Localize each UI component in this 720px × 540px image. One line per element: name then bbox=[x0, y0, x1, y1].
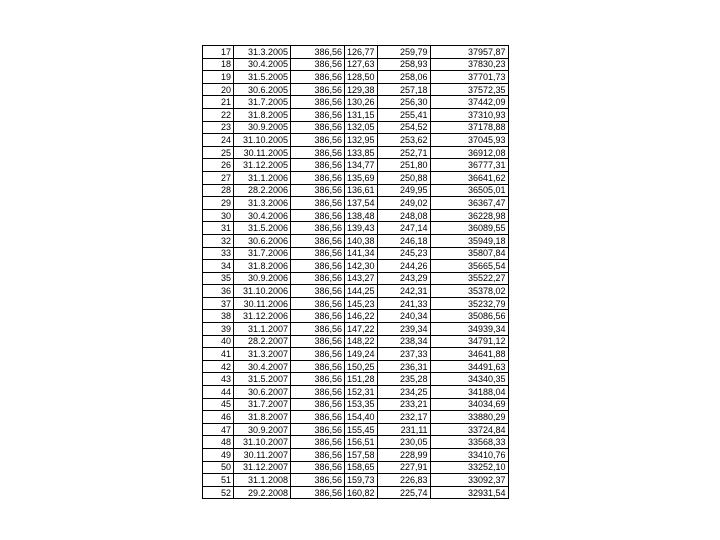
interest-cell: 240,34 bbox=[377, 310, 430, 323]
installment-number-cell: 33 bbox=[203, 247, 234, 260]
payment-amount-cell: 386,56 bbox=[291, 386, 345, 399]
due-date-cell: 31.8.2007 bbox=[234, 411, 291, 424]
principal-cell: 158,65 bbox=[345, 461, 378, 474]
payment-amount-cell: 386,56 bbox=[291, 197, 345, 210]
due-date-cell: 31.5.2007 bbox=[234, 373, 291, 386]
due-date-cell: 30.11.2007 bbox=[234, 449, 291, 462]
principal-cell: 135,69 bbox=[345, 171, 378, 184]
table-row bbox=[203, 197, 509, 210]
due-date-cell: 30.4.2006 bbox=[234, 209, 291, 222]
principal-cell: 149,24 bbox=[345, 348, 378, 361]
payment-amount-cell: 386,56 bbox=[291, 134, 345, 147]
installment-number-cell: 30 bbox=[203, 209, 234, 222]
remaining-balance-cell: 32931,54 bbox=[430, 486, 508, 499]
payment-amount-cell: 386,56 bbox=[291, 297, 345, 310]
table-row bbox=[203, 310, 509, 323]
payment-amount-cell: 386,56 bbox=[291, 348, 345, 361]
interest-cell: 234,25 bbox=[377, 386, 430, 399]
principal-cell: 154,40 bbox=[345, 411, 378, 424]
interest-cell: 236,31 bbox=[377, 360, 430, 373]
table-row bbox=[203, 272, 509, 285]
interest-cell: 252,71 bbox=[377, 146, 430, 159]
principal-cell: 156,51 bbox=[345, 436, 378, 449]
installment-number-cell: 49 bbox=[203, 449, 234, 462]
remaining-balance-cell: 37701,73 bbox=[430, 71, 508, 84]
due-date-cell: 31.5.2006 bbox=[234, 222, 291, 235]
remaining-balance-cell: 34641,88 bbox=[430, 348, 508, 361]
due-date-cell: 31.12.2006 bbox=[234, 310, 291, 323]
due-date-cell: 31.1.2008 bbox=[234, 474, 291, 487]
remaining-balance-cell: 34791,12 bbox=[430, 335, 508, 348]
principal-cell: 133,85 bbox=[345, 146, 378, 159]
installment-number-cell: 35 bbox=[203, 272, 234, 285]
table-row bbox=[203, 386, 509, 399]
interest-cell: 253,62 bbox=[377, 134, 430, 147]
table-row bbox=[203, 373, 509, 386]
remaining-balance-cell: 36228,98 bbox=[430, 209, 508, 222]
remaining-balance-cell: 37830,23 bbox=[430, 58, 508, 71]
table-row bbox=[203, 398, 509, 411]
due-date-cell: 30.9.2007 bbox=[234, 423, 291, 436]
principal-cell: 134,77 bbox=[345, 159, 378, 172]
payment-amount-cell: 386,56 bbox=[291, 272, 345, 285]
payment-amount-cell: 386,56 bbox=[291, 171, 345, 184]
payment-amount-cell: 386,56 bbox=[291, 411, 345, 424]
interest-cell: 241,33 bbox=[377, 297, 430, 310]
installment-number-cell: 28 bbox=[203, 184, 234, 197]
table-row bbox=[203, 474, 509, 487]
payment-amount-cell: 386,56 bbox=[291, 83, 345, 96]
principal-cell: 136,61 bbox=[345, 184, 378, 197]
payment-amount-cell: 386,56 bbox=[291, 373, 345, 386]
remaining-balance-cell: 35232,79 bbox=[430, 297, 508, 310]
due-date-cell: 30.4.2005 bbox=[234, 58, 291, 71]
principal-cell: 153,35 bbox=[345, 398, 378, 411]
due-date-cell: 30.4.2007 bbox=[234, 360, 291, 373]
due-date-cell: 28.2.2007 bbox=[234, 335, 291, 348]
installment-number-cell: 31 bbox=[203, 222, 234, 235]
table-row bbox=[203, 348, 509, 361]
due-date-cell: 31.10.2007 bbox=[234, 436, 291, 449]
installment-number-cell: 36 bbox=[203, 285, 234, 298]
remaining-balance-cell: 34939,34 bbox=[430, 323, 508, 336]
installment-number-cell: 20 bbox=[203, 83, 234, 96]
installment-number-cell: 51 bbox=[203, 474, 234, 487]
installment-number-cell: 50 bbox=[203, 461, 234, 474]
remaining-balance-cell: 35522,27 bbox=[430, 272, 508, 285]
installment-number-cell: 21 bbox=[203, 96, 234, 109]
payment-amount-cell: 386,56 bbox=[291, 108, 345, 121]
remaining-balance-cell: 34034,69 bbox=[430, 398, 508, 411]
principal-cell: 157,58 bbox=[345, 449, 378, 462]
remaining-balance-cell: 33724,84 bbox=[430, 423, 508, 436]
installment-number-cell: 23 bbox=[203, 121, 234, 134]
payment-schedule-table bbox=[202, 45, 509, 499]
remaining-balance-cell: 37572,35 bbox=[430, 83, 508, 96]
table-row bbox=[203, 436, 509, 449]
payment-amount-cell: 386,56 bbox=[291, 58, 345, 71]
payment-amount-cell: 386,56 bbox=[291, 310, 345, 323]
table-row bbox=[203, 96, 509, 109]
principal-cell: 152,31 bbox=[345, 386, 378, 399]
due-date-cell: 31.8.2006 bbox=[234, 260, 291, 273]
installment-number-cell: 37 bbox=[203, 297, 234, 310]
principal-cell: 142,30 bbox=[345, 260, 378, 273]
interest-cell: 228,99 bbox=[377, 449, 430, 462]
table-row bbox=[203, 360, 509, 373]
interest-cell: 249,95 bbox=[377, 184, 430, 197]
due-date-cell: 30.9.2006 bbox=[234, 272, 291, 285]
interest-cell: 233,21 bbox=[377, 398, 430, 411]
installment-number-cell: 27 bbox=[203, 171, 234, 184]
principal-cell: 143,27 bbox=[345, 272, 378, 285]
table-row bbox=[203, 449, 509, 462]
remaining-balance-cell: 33092,37 bbox=[430, 474, 508, 487]
table-row bbox=[203, 209, 509, 222]
payment-amount-cell: 386,56 bbox=[291, 159, 345, 172]
principal-cell: 139,43 bbox=[345, 222, 378, 235]
due-date-cell: 31.3.2006 bbox=[234, 197, 291, 210]
table-row bbox=[203, 486, 509, 499]
interest-cell: 231,11 bbox=[377, 423, 430, 436]
table-row bbox=[203, 184, 509, 197]
interest-cell: 232,17 bbox=[377, 411, 430, 424]
installment-number-cell: 18 bbox=[203, 58, 234, 71]
remaining-balance-cell: 35086,56 bbox=[430, 310, 508, 323]
installment-number-cell: 24 bbox=[203, 134, 234, 147]
payment-amount-cell: 386,56 bbox=[291, 285, 345, 298]
installment-number-cell: 41 bbox=[203, 348, 234, 361]
table-row bbox=[203, 58, 509, 71]
principal-cell: 145,23 bbox=[345, 297, 378, 310]
installment-number-cell: 29 bbox=[203, 197, 234, 210]
interest-cell: 258,93 bbox=[377, 58, 430, 71]
interest-cell: 247,14 bbox=[377, 222, 430, 235]
principal-cell: 129,38 bbox=[345, 83, 378, 96]
installment-number-cell: 39 bbox=[203, 323, 234, 336]
due-date-cell: 31.7.2007 bbox=[234, 398, 291, 411]
payment-amount-cell: 386,56 bbox=[291, 260, 345, 273]
interest-cell: 248,08 bbox=[377, 209, 430, 222]
interest-cell: 242,31 bbox=[377, 285, 430, 298]
remaining-balance-cell: 33252,10 bbox=[430, 461, 508, 474]
interest-cell: 249,02 bbox=[377, 197, 430, 210]
installment-number-cell: 48 bbox=[203, 436, 234, 449]
interest-cell: 257,18 bbox=[377, 83, 430, 96]
installment-number-cell: 46 bbox=[203, 411, 234, 424]
interest-cell: 256,30 bbox=[377, 96, 430, 109]
remaining-balance-cell: 37178,88 bbox=[430, 121, 508, 134]
interest-cell: 254,52 bbox=[377, 121, 430, 134]
principal-cell: 147,22 bbox=[345, 323, 378, 336]
installment-number-cell: 26 bbox=[203, 159, 234, 172]
table-row bbox=[203, 121, 509, 134]
table-body bbox=[203, 46, 509, 499]
payment-amount-cell: 386,56 bbox=[291, 71, 345, 84]
remaining-balance-cell: 37045,93 bbox=[430, 134, 508, 147]
payment-amount-cell: 386,56 bbox=[291, 436, 345, 449]
interest-cell: 238,34 bbox=[377, 335, 430, 348]
principal-cell: 150,25 bbox=[345, 360, 378, 373]
payment-amount-cell: 386,56 bbox=[291, 121, 345, 134]
remaining-balance-cell: 36089,55 bbox=[430, 222, 508, 235]
interest-cell: 258,06 bbox=[377, 71, 430, 84]
remaining-balance-cell: 34340,35 bbox=[430, 373, 508, 386]
interest-cell: 237,33 bbox=[377, 348, 430, 361]
table-row bbox=[203, 423, 509, 436]
due-date-cell: 31.7.2006 bbox=[234, 247, 291, 260]
payment-amount-cell: 386,56 bbox=[291, 398, 345, 411]
payment-amount-cell: 386,56 bbox=[291, 146, 345, 159]
installment-number-cell: 19 bbox=[203, 71, 234, 84]
due-date-cell: 30.6.2007 bbox=[234, 386, 291, 399]
principal-cell: 128,50 bbox=[345, 71, 378, 84]
principal-cell: 132,05 bbox=[345, 121, 378, 134]
remaining-balance-cell: 37957,87 bbox=[430, 46, 508, 59]
remaining-balance-cell: 33410,76 bbox=[430, 449, 508, 462]
installment-number-cell: 47 bbox=[203, 423, 234, 436]
principal-cell: 126,77 bbox=[345, 46, 378, 59]
payment-amount-cell: 386,56 bbox=[291, 486, 345, 499]
installment-number-cell: 34 bbox=[203, 260, 234, 273]
principal-cell: 137,54 bbox=[345, 197, 378, 210]
payment-amount-cell: 386,56 bbox=[291, 360, 345, 373]
principal-cell: 141,34 bbox=[345, 247, 378, 260]
interest-cell: 259,79 bbox=[377, 46, 430, 59]
payment-amount-cell: 386,56 bbox=[291, 461, 345, 474]
table-row bbox=[203, 159, 509, 172]
principal-cell: 155,45 bbox=[345, 423, 378, 436]
installment-number-cell: 42 bbox=[203, 360, 234, 373]
table-row bbox=[203, 247, 509, 260]
installment-number-cell: 45 bbox=[203, 398, 234, 411]
due-date-cell: 30.6.2005 bbox=[234, 83, 291, 96]
due-date-cell: 31.5.2005 bbox=[234, 71, 291, 84]
principal-cell: 159,73 bbox=[345, 474, 378, 487]
due-date-cell: 29.2.2008 bbox=[234, 486, 291, 499]
table-row bbox=[203, 411, 509, 424]
installment-number-cell: 52 bbox=[203, 486, 234, 499]
remaining-balance-cell: 35665,54 bbox=[430, 260, 508, 273]
remaining-balance-cell: 35807,84 bbox=[430, 247, 508, 260]
due-date-cell: 31.3.2005 bbox=[234, 46, 291, 59]
remaining-balance-cell: 36912,08 bbox=[430, 146, 508, 159]
remaining-balance-cell: 33568,33 bbox=[430, 436, 508, 449]
remaining-balance-cell: 37310,93 bbox=[430, 108, 508, 121]
table-row bbox=[203, 71, 509, 84]
installment-number-cell: 40 bbox=[203, 335, 234, 348]
interest-cell: 255,41 bbox=[377, 108, 430, 121]
payment-amount-cell: 386,56 bbox=[291, 222, 345, 235]
interest-cell: 251,80 bbox=[377, 159, 430, 172]
payment-amount-cell: 386,56 bbox=[291, 209, 345, 222]
remaining-balance-cell: 36641,62 bbox=[430, 171, 508, 184]
payment-amount-cell: 386,56 bbox=[291, 323, 345, 336]
principal-cell: 151,28 bbox=[345, 373, 378, 386]
principal-cell: 138,48 bbox=[345, 209, 378, 222]
payment-amount-cell: 386,56 bbox=[291, 247, 345, 260]
interest-cell: 239,34 bbox=[377, 323, 430, 336]
interest-cell: 226,83 bbox=[377, 474, 430, 487]
installment-number-cell: 17 bbox=[203, 46, 234, 59]
interest-cell: 243,29 bbox=[377, 272, 430, 285]
principal-cell: 146,22 bbox=[345, 310, 378, 323]
remaining-balance-cell: 33880,29 bbox=[430, 411, 508, 424]
interest-cell: 250,88 bbox=[377, 171, 430, 184]
remaining-balance-cell: 34491,63 bbox=[430, 360, 508, 373]
due-date-cell: 31.1.2007 bbox=[234, 323, 291, 336]
payment-amount-cell: 386,56 bbox=[291, 449, 345, 462]
installment-number-cell: 22 bbox=[203, 108, 234, 121]
table-row bbox=[203, 134, 509, 147]
table-row bbox=[203, 297, 509, 310]
remaining-balance-cell: 36777,31 bbox=[430, 159, 508, 172]
table-row bbox=[203, 260, 509, 273]
due-date-cell: 30.6.2006 bbox=[234, 234, 291, 247]
table-row bbox=[203, 234, 509, 247]
principal-cell: 140,38 bbox=[345, 234, 378, 247]
table-row bbox=[203, 222, 509, 235]
due-date-cell: 31.8.2005 bbox=[234, 108, 291, 121]
remaining-balance-cell: 35949,18 bbox=[430, 234, 508, 247]
interest-cell: 235,28 bbox=[377, 373, 430, 386]
payment-amount-cell: 386,56 bbox=[291, 234, 345, 247]
remaining-balance-cell: 35378,02 bbox=[430, 285, 508, 298]
interest-cell: 227,91 bbox=[377, 461, 430, 474]
remaining-balance-cell: 36367,47 bbox=[430, 197, 508, 210]
installment-number-cell: 43 bbox=[203, 373, 234, 386]
remaining-balance-cell: 34188,04 bbox=[430, 386, 508, 399]
principal-cell: 160,82 bbox=[345, 486, 378, 499]
principal-cell: 132,95 bbox=[345, 134, 378, 147]
payment-amount-cell: 386,56 bbox=[291, 184, 345, 197]
payment-amount-cell: 386,56 bbox=[291, 335, 345, 348]
table-row bbox=[203, 108, 509, 121]
installment-number-cell: 38 bbox=[203, 310, 234, 323]
interest-cell: 225,74 bbox=[377, 486, 430, 499]
interest-cell: 246,18 bbox=[377, 234, 430, 247]
due-date-cell: 31.7.2005 bbox=[234, 96, 291, 109]
installment-number-cell: 32 bbox=[203, 234, 234, 247]
payment-amount-cell: 386,56 bbox=[291, 423, 345, 436]
remaining-balance-cell: 37442,09 bbox=[430, 96, 508, 109]
principal-cell: 144,25 bbox=[345, 285, 378, 298]
principal-cell: 148,22 bbox=[345, 335, 378, 348]
due-date-cell: 30.11.2005 bbox=[234, 146, 291, 159]
table-row bbox=[203, 171, 509, 184]
due-date-cell: 31.12.2005 bbox=[234, 159, 291, 172]
due-date-cell: 28.2.2006 bbox=[234, 184, 291, 197]
due-date-cell: 30.9.2005 bbox=[234, 121, 291, 134]
principal-cell: 130,26 bbox=[345, 96, 378, 109]
principal-cell: 131,15 bbox=[345, 108, 378, 121]
due-date-cell: 30.11.2006 bbox=[234, 297, 291, 310]
table-row bbox=[203, 83, 509, 96]
due-date-cell: 31.3.2007 bbox=[234, 348, 291, 361]
payment-amount-cell: 386,56 bbox=[291, 96, 345, 109]
table-row bbox=[203, 461, 509, 474]
interest-cell: 245,23 bbox=[377, 247, 430, 260]
table-row bbox=[203, 146, 509, 159]
due-date-cell: 31.10.2006 bbox=[234, 285, 291, 298]
payment-amount-cell: 386,56 bbox=[291, 474, 345, 487]
table-row bbox=[203, 323, 509, 336]
principal-cell: 127,63 bbox=[345, 58, 378, 71]
installment-number-cell: 44 bbox=[203, 386, 234, 399]
payment-amount-cell: 386,56 bbox=[291, 46, 345, 59]
due-date-cell: 31.1.2006 bbox=[234, 171, 291, 184]
due-date-cell: 31.12.2007 bbox=[234, 461, 291, 474]
table-row bbox=[203, 46, 509, 59]
installment-number-cell: 25 bbox=[203, 146, 234, 159]
remaining-balance-cell: 36505,01 bbox=[430, 184, 508, 197]
table-row bbox=[203, 285, 509, 298]
due-date-cell: 31.10.2005 bbox=[234, 134, 291, 147]
interest-cell: 230,05 bbox=[377, 436, 430, 449]
table-row bbox=[203, 335, 509, 348]
interest-cell: 244,26 bbox=[377, 260, 430, 273]
